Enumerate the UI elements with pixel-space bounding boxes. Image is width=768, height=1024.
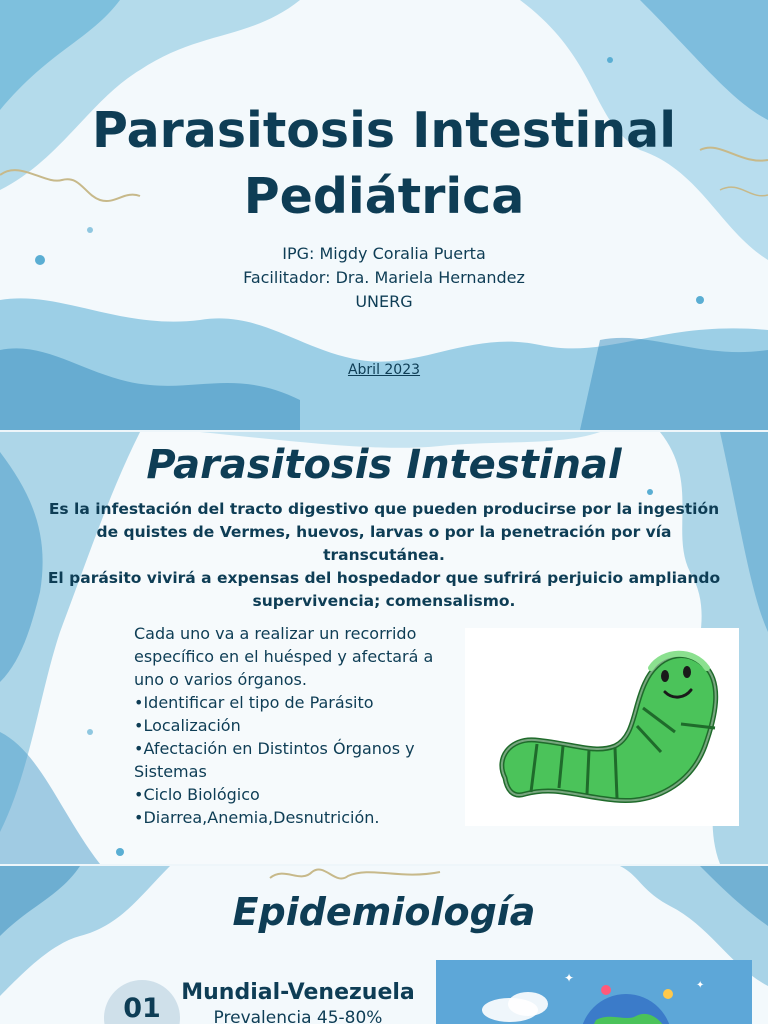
- characteristics-block: [134, 622, 454, 829]
- author-text: IPG: Migdy Coralia Puerta: [282, 244, 486, 263]
- svg-text:✦: ✦: [564, 971, 575, 985]
- list-item: •Localización: [134, 716, 241, 735]
- institution-text: UNERG: [355, 292, 413, 311]
- definition-title: Parasitosis Intestinal: [146, 442, 622, 488]
- slide-definition: [0, 432, 768, 864]
- item-subtitle: Prevalencia 45-80%: [213, 1008, 383, 1024]
- svg-text:✦: ✦: [696, 980, 705, 991]
- list-item: •Identificar el tipo de Parásito: [134, 693, 374, 712]
- definition-text: [40, 498, 728, 613]
- item-title: Mundial-Venezuela: [181, 980, 415, 1005]
- green-worm-icon: [465, 628, 739, 826]
- globe-illustration-icon: [436, 960, 752, 1024]
- credits: [0, 242, 768, 314]
- epidemiology-title: Epidemiología: [232, 890, 536, 934]
- characteristics-list: [134, 691, 454, 829]
- presentation-title: [0, 98, 768, 230]
- title-line-2: Pediátrica: [243, 168, 525, 225]
- list-item: •Ciclo Biológico: [134, 785, 260, 804]
- list-item: •Diarrea,Anemia,Desnutrición.: [134, 808, 380, 827]
- worm-image-card: [465, 628, 739, 826]
- definition-paragraph-1: Es la infestación del tracto digestivo que pueden producirse por la ingestión de quistes de Vermes, huevos, larvas o por la penetración por vía transcutánea.: [48, 500, 720, 564]
- date-text: Abril 2023: [347, 362, 421, 378]
- intro-text: Cada uno va a realizar un recorrido específico en el huésped y afectará a uno o varios órganos.: [134, 624, 434, 689]
- definition-paragraph-2: El parásito vivirá a expensas del hospedador que sufrirá perjuicio ampliando supervivencia; comensalismo.: [47, 569, 721, 610]
- slide-title: [0, 0, 768, 430]
- number-badge: 01: [104, 980, 180, 1024]
- illustration-panel: [436, 960, 752, 1024]
- slide-epidemiology: [0, 866, 768, 1024]
- list-item: •Afectación en Distintos Órganos y Sistemas: [134, 739, 415, 781]
- facilitator-text: Facilitador: Dra. Mariela Hernandez: [243, 268, 525, 287]
- title-line-1: Parasitosis Intestinal: [91, 102, 677, 159]
